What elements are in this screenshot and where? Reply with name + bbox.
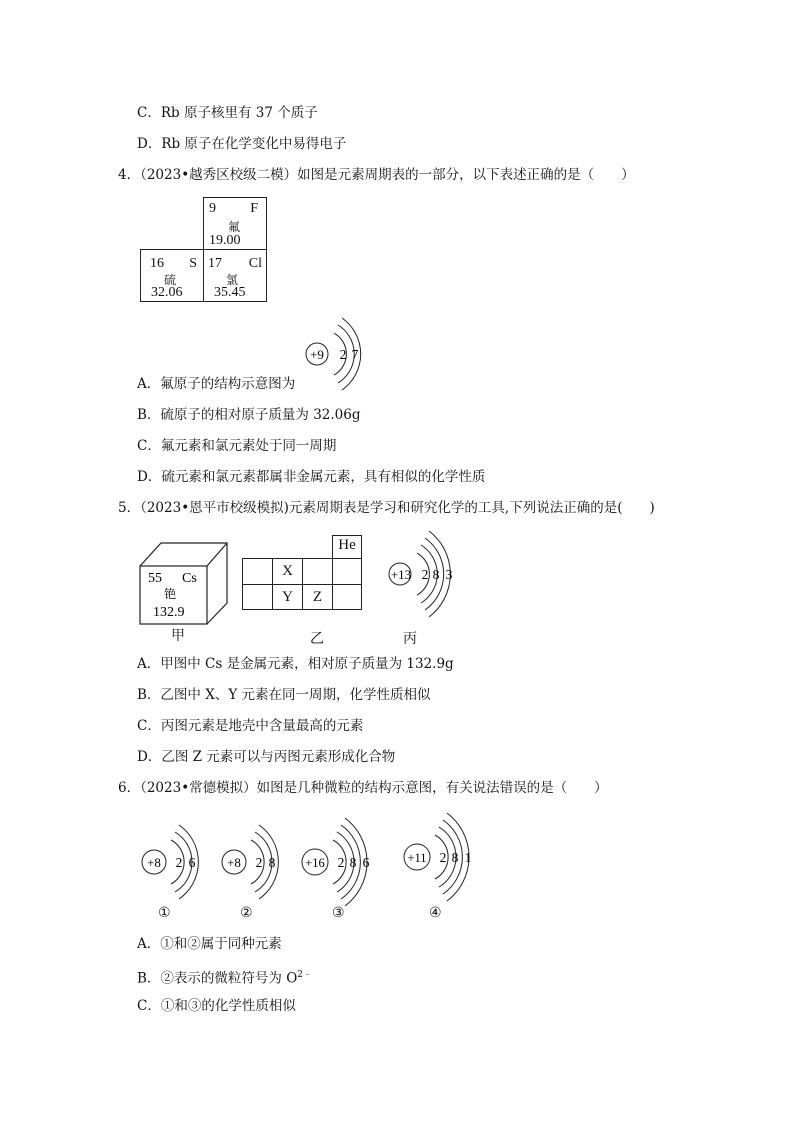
grid-cell: [332, 558, 362, 585]
particle-label: ①: [158, 905, 171, 921]
element-symbol: Cl: [248, 256, 262, 271]
nucleus-charge: +8: [147, 855, 161, 870]
option-text: 乙图中 X、Y 元素在同一周期，化学性质相似: [160, 687, 431, 703]
caption-yi: 乙: [310, 631, 324, 647]
option-letter: C．: [137, 438, 161, 454]
option-letter: B．: [137, 407, 161, 423]
atomic-number: 9: [209, 201, 216, 216]
shell-electrons: 2: [337, 855, 345, 870]
option-text: 硫元素和氯元素都属非金属元素，具有相似的化学性质: [161, 469, 486, 485]
option-text: 丙图元素是地壳中含量最高的元素: [160, 718, 364, 734]
atomic-mass: 35.45: [214, 285, 246, 300]
shell-electrons: 2: [421, 567, 429, 582]
option-text: ①和②属于同种元素: [160, 936, 282, 952]
option-letter: A．: [137, 936, 161, 952]
option-letter: C．: [137, 998, 161, 1014]
atomic-mass: 132.9: [153, 605, 185, 620]
q4-option-c: [137, 437, 336, 455]
shell-electrons: 2: [255, 855, 263, 870]
shell-electrons: 8: [268, 855, 276, 870]
grid-cell: [242, 558, 273, 585]
grid-cell: [242, 584, 273, 610]
option-letter: D．: [137, 136, 162, 152]
nucleus-charge: +13: [390, 567, 412, 582]
caption-bing: 丙: [403, 631, 417, 647]
option-letter: B．: [137, 687, 161, 703]
nucleus-charge: +8: [227, 855, 241, 870]
grid-cell-x: [272, 558, 303, 585]
option-letter: D．: [137, 469, 162, 485]
shell-electrons: 6: [362, 855, 370, 870]
particle-label: ②: [240, 905, 253, 921]
grid-symbol: X: [282, 563, 293, 579]
option-text: 氟元素和氯元素处于同一周期: [160, 438, 337, 454]
shell-electrons: 8: [432, 567, 440, 582]
element-name: 硫: [164, 273, 177, 287]
shell-electrons: 2: [339, 347, 347, 362]
grid-cell: [302, 558, 333, 585]
q6-option-c: [137, 997, 296, 1015]
option-text: ①和③的化学性质相似: [160, 998, 296, 1014]
grid-cell-he: [332, 535, 362, 559]
grid-cell-z: [302, 584, 333, 610]
grid-cell-y: [272, 584, 303, 610]
option-letter: A．: [137, 376, 161, 392]
atomic-number: 55: [148, 571, 162, 586]
q6-option-a: [137, 935, 282, 953]
shell-electrons: 1: [464, 850, 472, 865]
shell-electrons: 2: [439, 850, 447, 865]
atomic-number: 16: [150, 256, 164, 271]
option-text: 氟原子的结构示意图为: [160, 376, 296, 392]
nucleus-charge: +11: [407, 851, 427, 865]
option-letter: C．: [137, 105, 161, 121]
shell-electrons: 7: [351, 347, 359, 362]
element-symbol: Cs: [182, 571, 197, 586]
q5-stem: 5．（2023•恩平市校级模拟)元素周期表是学习和研究化学的工具,下列说法正确的是( ): [118, 500, 655, 516]
ion-charge: 2﹣: [297, 970, 313, 980]
q4-option-b: [137, 406, 361, 424]
option-text: 乙图 Z 元素可以与丙图元素形成化合物: [161, 749, 396, 765]
element-name: 氯: [226, 273, 239, 287]
grid-cell: [332, 584, 362, 610]
grid-symbol: Y: [282, 589, 293, 605]
q5-option-d: [137, 748, 395, 766]
q4-option-a: [137, 375, 295, 393]
shell-electrons: 6: [188, 855, 196, 870]
element-symbol: F: [250, 201, 258, 216]
particle-label: ③: [332, 905, 345, 921]
q4-option-d: [137, 468, 485, 486]
atomic-number: 17: [208, 256, 222, 271]
option-text: 硫原子的相对原子质量为 32.06g: [160, 407, 361, 423]
grid-symbol: Z: [312, 589, 323, 605]
option-letter: D．: [137, 749, 162, 765]
shell-electrons: 2: [175, 855, 183, 870]
option-letter: C．: [137, 718, 161, 734]
option-text: Rb 原子核里有 37 个质子: [160, 105, 318, 121]
nucleus-charge: +9: [310, 347, 324, 362]
option-text: 甲图中 Cs 是金属元素，相对原子质量为 132.9g: [160, 656, 454, 672]
shell-electrons: 3: [445, 567, 453, 582]
element-name: 铯: [164, 587, 177, 601]
q4-stem: 4．（2023•越秀区校级二模）如图是元素周期表的一部分，以下表述正确的是（ ）: [118, 167, 635, 183]
option-letter: A．: [137, 656, 161, 672]
caption-jia: 甲: [171, 628, 185, 644]
element-symbol: S: [189, 256, 197, 271]
atomic-mass: 32.06: [151, 285, 183, 300]
q6-option-b: [137, 966, 312, 988]
shell-electrons: 8: [451, 850, 459, 865]
q5-option-c: [137, 717, 363, 735]
option-letter: B．: [137, 970, 161, 987]
grid-symbol: He: [338, 537, 356, 553]
q5-option-a: [137, 655, 454, 673]
atomic-mass: 19.00: [209, 233, 241, 248]
element-name: 氟: [228, 220, 241, 234]
q5-option-b: [137, 686, 431, 704]
option-text: Rb 原子在化学变化中易得电子: [161, 136, 347, 152]
q6-stem: 6．（2023•常德模拟）如图是几种微粒的结构示意图，有关说法错误的是（ ）: [118, 780, 608, 796]
particle-label: ④: [429, 905, 442, 921]
shell-electrons: 8: [349, 855, 357, 870]
nucleus-charge: +16: [305, 856, 325, 870]
option-text: ②表示的微粒符号为 O: [160, 970, 298, 987]
